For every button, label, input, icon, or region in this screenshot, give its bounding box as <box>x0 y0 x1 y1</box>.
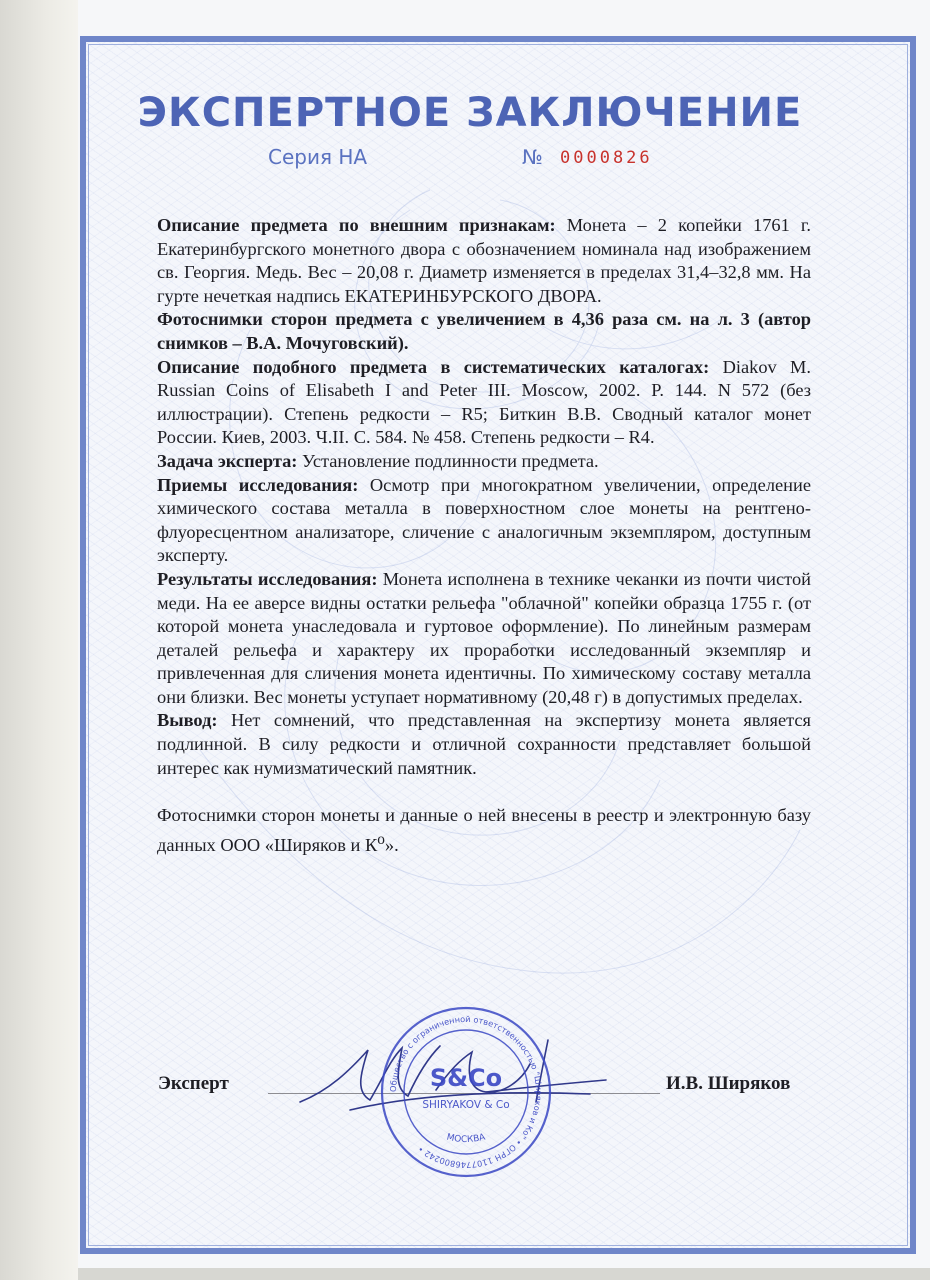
results-text: Монета исполнена в технике чеканки из почти чистой меди. На ее аверсе видны остатки рельефа "облачной" копейки образца 1755 г. (от которой монета унаследовала и гуртовое оформление). По линейным размерам деталей рельефа и характеру их проработки исследованный экземпляр и привлеченная для сличения монета идентичны. По химическому составу металла они близки. Вес монеты уступает нормативному (20,48 г) в допустимых пределах. <box>157 568 811 707</box>
registry-paragraph <box>157 804 811 857</box>
conclusion-paragraph <box>157 709 811 780</box>
stamp-logo: S&Co <box>429 1064 503 1092</box>
number-sign: № <box>522 145 543 169</box>
registry-superscript: о <box>377 830 385 848</box>
registry-note: Фотоснимки сторон монеты и данные о ней внесены в реестр и электронную базу данных ООО «Ширяков и К <box>157 805 811 855</box>
stamp-company: SHIRYAKOV & Co <box>422 1099 510 1111</box>
task-paragraph <box>157 450 811 474</box>
certificate-number: 0000826 <box>560 148 653 168</box>
stamp-ring-path-text: Общество с ограниченной ответственностью "Ширяков и Ко" • ОГРН 1107746800242 • <box>387 1013 545 1171</box>
conclusion-text: Нет сомнений, что представленная на экспертизу монета является подлинной. В силу редкости и отличной сохранности представляет большой интерес как нумизматический памятник. <box>157 710 811 778</box>
stamp-city: МОСКВА <box>445 1132 487 1146</box>
catalogs-label: Описание подобного предмета в систематических каталогах: <box>157 356 710 377</box>
page-bottom-edge <box>78 1268 930 1280</box>
catalogs-paragraph <box>157 356 811 450</box>
photos-note-text: Фотоснимки сторон предмета с увеличением в 4,36 раза см. на л. 3 (автор снимков – В.А. Мочуговский). <box>157 309 811 353</box>
description-label: Описание предмета по внешним признакам: <box>157 215 556 235</box>
document-title: ЭКСПЕРТНОЕ ЗАКЛЮЧЕНИЕ <box>137 90 803 136</box>
company-stamp <box>378 1004 554 1180</box>
description-paragraph <box>157 214 811 308</box>
task-text: Установление подлинности предмета. <box>297 450 599 471</box>
paragraph-spacer <box>157 780 811 804</box>
document-body <box>157 214 811 858</box>
methods-label: Приемы исследования: <box>157 474 359 495</box>
expert-label: Эксперт <box>158 1073 229 1094</box>
registry-end: ». <box>384 834 399 855</box>
stamp-city-text <box>446 1132 488 1145</box>
photos-note <box>157 308 811 355</box>
catalogs-text: Diakov M. Russian Coins of Elisabeth I and Peter III. Moscow, 2002. P. 144. N 572 (без иллюстрации). Степень редкости – R5; Биткин В.В. Сводный каталог монет России. Киев, 2003. Ч.II. С. 584. № 458. Степень редкости – R4. <box>157 356 811 448</box>
stamp-ring-text <box>388 1014 544 1170</box>
description-text: Монета – 2 копейки 1761 г. Екатеринбургского монетного двора с обозначением номинала над изображением св. Георгия. Медь. Вес – 20,08 г. Диаметр изменяется в пределах 31,4–32,8 мм. На гурте нечеткая надпись ЕКАТЕРИНБУРСКОГО ДВОРА. <box>157 215 811 306</box>
expert-name: И.В. Ширяков <box>666 1073 791 1094</box>
results-label: Результаты исследования: <box>157 568 378 589</box>
series-label: Серия НА <box>268 145 368 169</box>
conclusion-label: Вывод: <box>157 710 218 731</box>
results-paragraph <box>157 568 811 710</box>
task-label: Задача эксперта: <box>157 450 298 471</box>
methods-paragraph <box>157 474 811 568</box>
methods-text: Осмотр при многократном увеличении, определение химического состава металла в поверхностном слое монеты на рентгено-флуоресцентном анализаторе, сличение с аналогичным экземпляром, доступным эксперту. <box>157 474 811 566</box>
page-binding <box>0 0 78 1280</box>
